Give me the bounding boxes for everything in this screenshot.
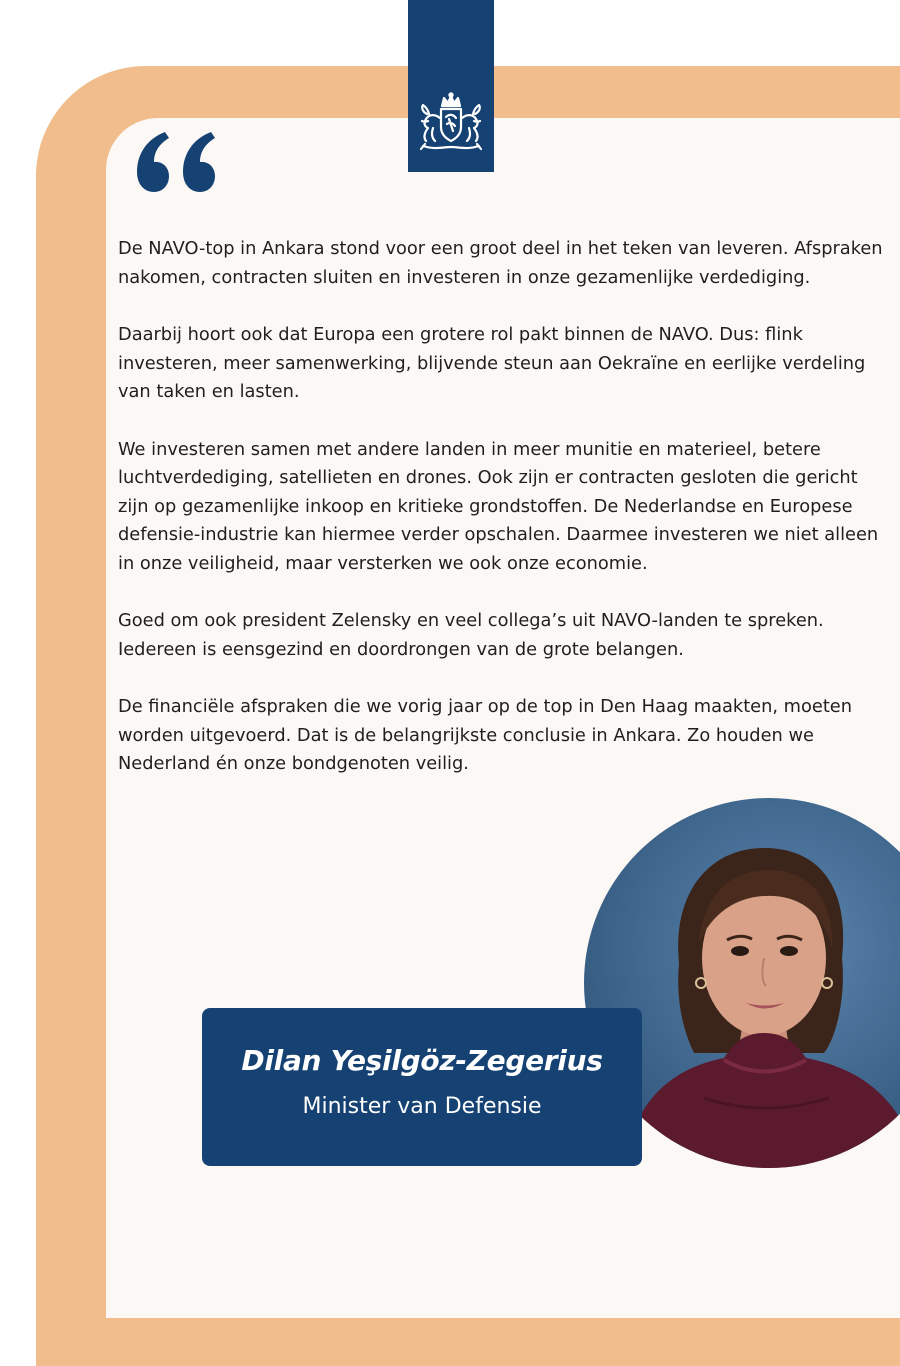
quote-paragraph: Daarbij hoort ook dat Europa een grotere rol pakt binnen de NAVO. Dus: flink investeren, meer samenwerking, blijvende steun aan Oekraïne en eerlijke verdeling van taken en lasten. [118,324,866,402]
quote-paragraph: De NAVO-top in Ankara stond voor een groot deel in het teken van leveren. Afspraken nakomen, contracten sluiten en investeren in onze gezamenlijke verdediging. [118,238,883,288]
rijksoverheid-lion-crest-icon [413,92,489,156]
logo-tab [408,0,494,172]
quote-paragraph: De financiële afspraken die we vorig jaar op de top in Den Haag maakten, moeten worden uitgevoerd. Dat is de belangrijkste conclusie in Ankara. Zo houden we Nederland én onze bondgenoten veilig. [118,696,853,774]
quote-paragraph: We investeren samen met andere landen in meer munitie en materieel, betere luchtverdediging, satellieten en drones. Ook zijn er contracten gesloten die gericht zijn op gezamenlijke inkoop en kritieke grondstoffen. De Nederlandse en Europese defensie-industrie kan hiermee verder opschalen. Daarmee investeren we niet alleen in onze veiligheid, maar versterken we ook onze economie. [118,438,879,574]
name-box [202,1008,642,1166]
quote-text [118,235,883,808]
person-name: Dilan Yeşilgöz-Zegerius [241,1044,603,1077]
quote-paragraph: Goed om ook president Zelensky en veel collega’s uit NAVO-landen te spreken. Iedereen is eensgezind en doordrongen van de grote belangen. [118,610,824,660]
quote-mark-icon [127,120,227,210]
person-role: Minister van Defensie [302,1094,542,1119]
